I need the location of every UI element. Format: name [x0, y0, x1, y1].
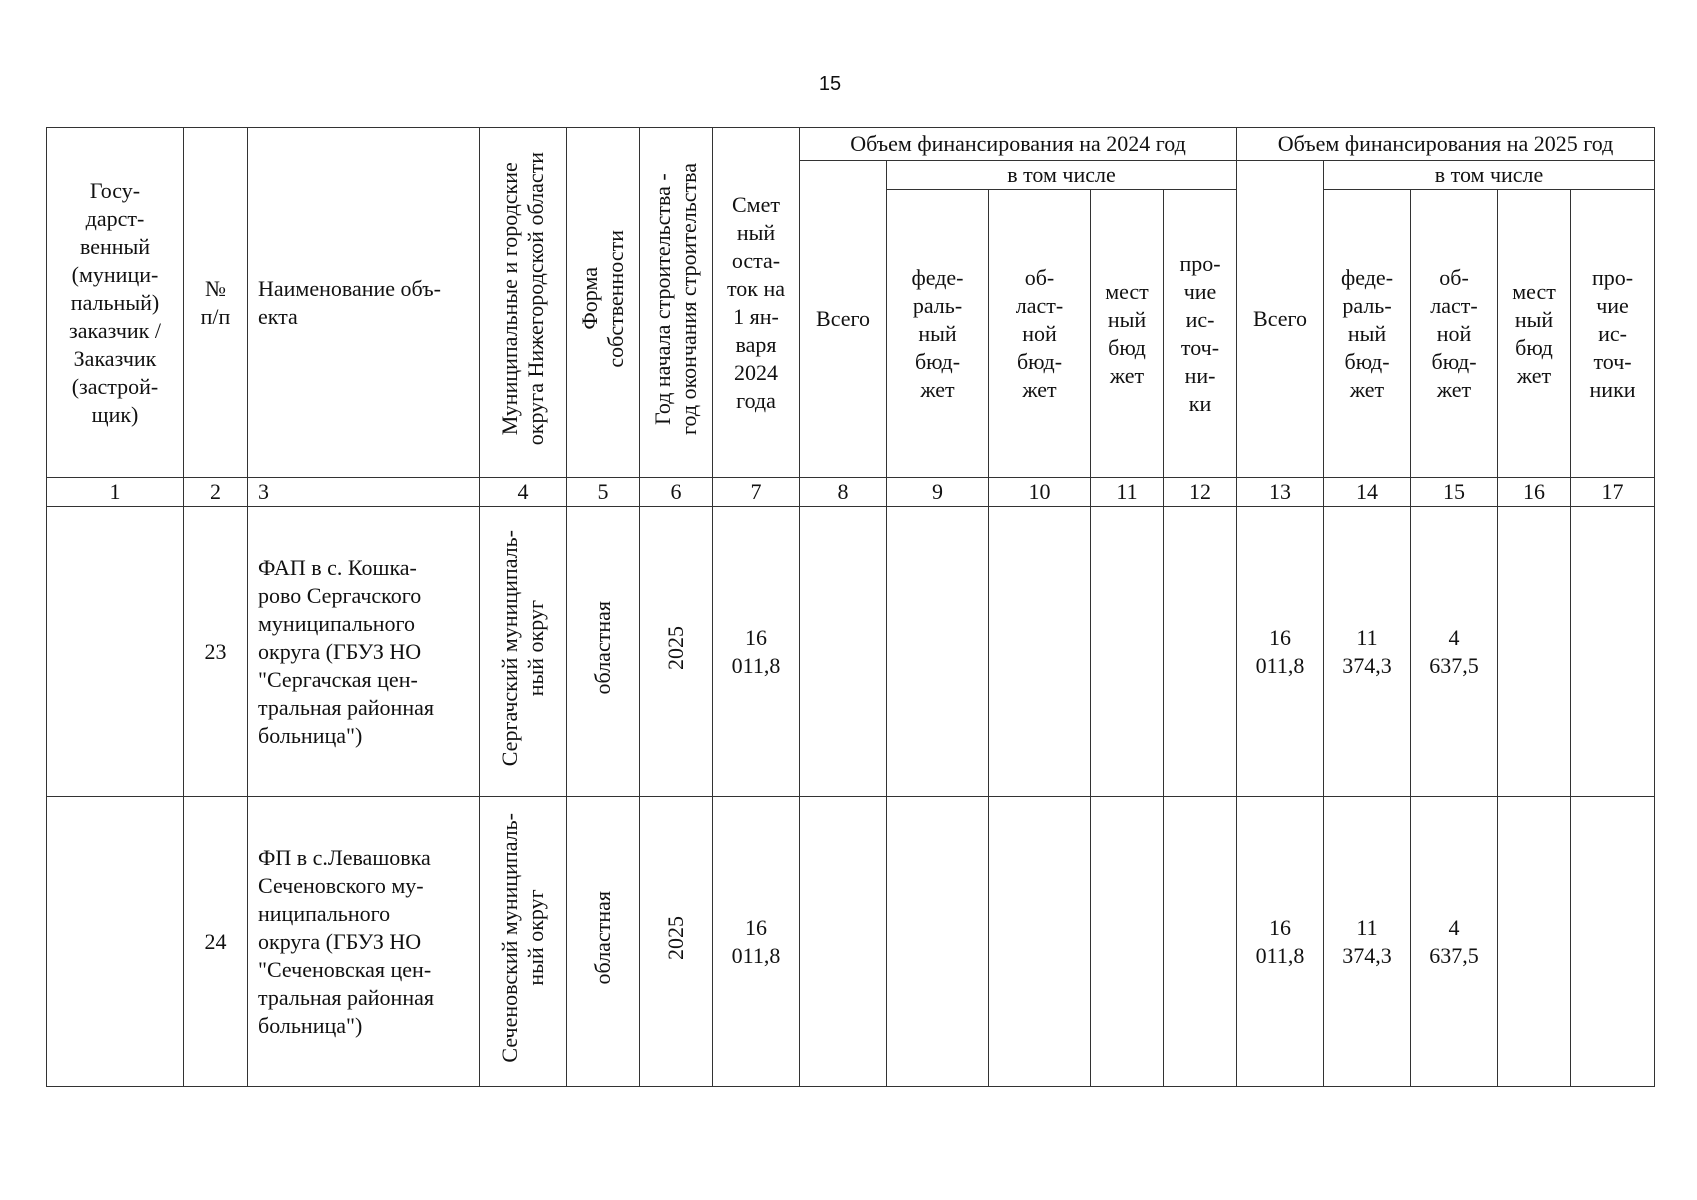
row-other-2024 — [1164, 507, 1237, 797]
header-estimate: Смет ный оста- ток на 1 ян- варя 2024 года — [713, 128, 800, 478]
column-number: 5 — [567, 478, 640, 507]
row-local-2025 — [1498, 507, 1571, 797]
row-other-2024 — [1164, 797, 1237, 1087]
header-total-2024: Всего — [800, 161, 887, 478]
column-number: 15 — [1411, 478, 1498, 507]
row-federal-2025: 11 374,3 — [1324, 797, 1411, 1087]
header-funding-2024: Объем финансирования на 2024 год — [800, 128, 1237, 161]
header-ownership: Форма собственности — [567, 128, 640, 478]
table-row — [47, 507, 1655, 797]
page-number: 15 — [818, 73, 842, 95]
header-number: № п/п — [184, 128, 248, 478]
header-other-2025: про- чие ис- точ- ники — [1571, 190, 1655, 478]
header-funding-2025: Объем финансирования на 2025 год — [1237, 128, 1655, 161]
column-numbers-row — [47, 478, 1655, 507]
row-municipality: Сеченовский муниципаль- ный округ — [480, 797, 567, 1087]
header-including-2024: в том числе — [887, 161, 1237, 190]
row-ownership: областная — [567, 797, 640, 1087]
row-total-2025: 16 011,8 — [1237, 797, 1324, 1087]
header-local-2024: мест ный бюд жет — [1091, 190, 1164, 478]
row-local-2024 — [1091, 797, 1164, 1087]
column-number: 13 — [1237, 478, 1324, 507]
header-total-2025: Всего — [1237, 161, 1324, 478]
row-federal-2025: 11 374,3 — [1324, 507, 1411, 797]
header-object-name: Наименование объ- екта — [248, 128, 480, 478]
column-number: 10 — [989, 478, 1091, 507]
row-ownership: областная — [567, 507, 640, 797]
row-regional-2024 — [989, 507, 1091, 797]
column-number: 9 — [887, 478, 989, 507]
row-regional-2025: 4 637,5 — [1411, 507, 1498, 797]
row-customer — [47, 507, 184, 797]
column-number: 6 — [640, 478, 713, 507]
column-number: 1 — [47, 478, 184, 507]
column-number: 7 — [713, 478, 800, 507]
row-total-2024 — [800, 797, 887, 1087]
column-number: 14 — [1324, 478, 1411, 507]
header-municipality: Муниципальные и городские округа Нижегородской области — [480, 128, 567, 478]
column-number: 16 — [1498, 478, 1571, 507]
row-federal-2024 — [887, 507, 989, 797]
row-number: 23 — [184, 507, 248, 797]
row-other-2025 — [1571, 797, 1655, 1087]
row-local-2024 — [1091, 507, 1164, 797]
column-number: 4 — [480, 478, 567, 507]
row-other-2025 — [1571, 507, 1655, 797]
header-other-2024: про- чие ис- точ- ни- ки — [1164, 190, 1237, 478]
header-regional-2024: об- ласт- ной бюд- жет — [989, 190, 1091, 478]
header-years: Год начала строительства - год окончания строительства — [640, 128, 713, 478]
column-number: 12 — [1164, 478, 1237, 507]
row-regional-2024 — [989, 797, 1091, 1087]
row-estimate: 16 011,8 — [713, 797, 800, 1087]
column-number: 3 — [248, 478, 480, 507]
table-row — [47, 797, 1655, 1087]
header-federal-2025: феде- раль- ный бюд- жет — [1324, 190, 1411, 478]
header-regional-2025: об- ласт- ной бюд- жет — [1411, 190, 1498, 478]
row-total-2024 — [800, 507, 887, 797]
row-federal-2024 — [887, 797, 989, 1087]
row-number: 24 — [184, 797, 248, 1087]
header-row-1 — [47, 128, 1655, 161]
row-years: 2025 — [640, 797, 713, 1087]
header-customer: Госу- дарст- венный (муници- пальный) заказчик / Заказчик (застрой- щик) — [47, 128, 184, 478]
header-local-2025: мест ный бюд жет — [1498, 190, 1571, 478]
column-number: 2 — [184, 478, 248, 507]
row-object-name: ФП в с.Левашовка Сеченовского му- ниципального округа (ГБУЗ НО "Сеченовская цен- тральная районная больница") — [248, 797, 480, 1087]
header-federal-2024: феде- раль- ный бюд- жет — [887, 190, 989, 478]
row-local-2025 — [1498, 797, 1571, 1087]
row-customer — [47, 797, 184, 1087]
financing-table — [46, 127, 1655, 1087]
header-including-2025: в том числе — [1324, 161, 1655, 190]
row-municipality: Сергачский муниципаль- ный округ — [480, 507, 567, 797]
column-number: 8 — [800, 478, 887, 507]
column-number: 17 — [1571, 478, 1655, 507]
column-number: 11 — [1091, 478, 1164, 507]
row-years: 2025 — [640, 507, 713, 797]
row-total-2025: 16 011,8 — [1237, 507, 1324, 797]
row-regional-2025: 4 637,5 — [1411, 797, 1498, 1087]
row-object-name: ФАП в с. Кошка- рово Сергачского муниципального округа (ГБУЗ НО "Сергачская цен- тральная районная больница") — [248, 507, 480, 797]
row-estimate: 16 011,8 — [713, 507, 800, 797]
